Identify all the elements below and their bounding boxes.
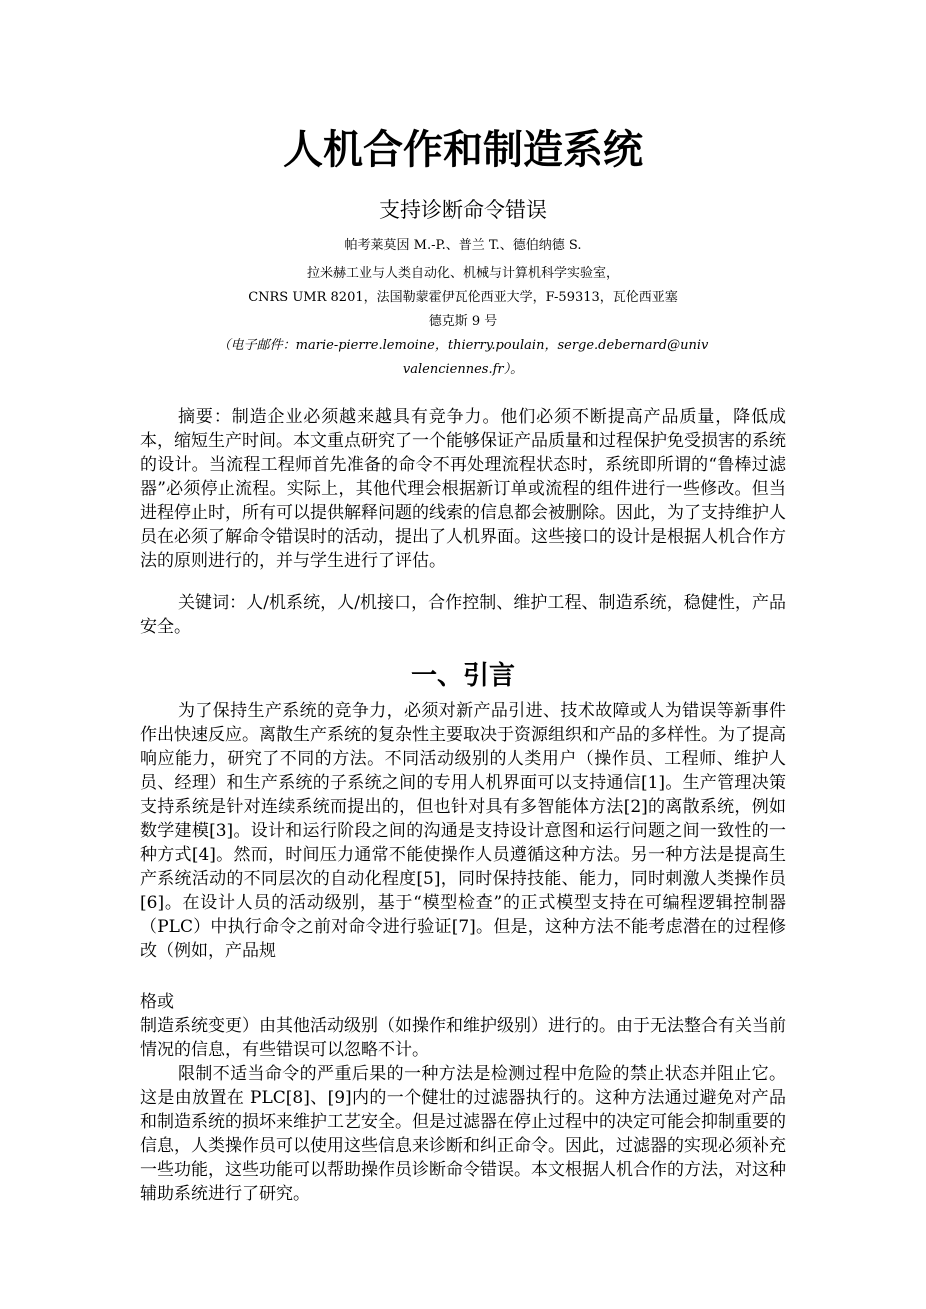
intro-paragraph-3: 限制不适当命令的严重后果的一种方法是检测过程中危险的禁止状态并阻止它。这是由放置在 PLC[8]、[9]内的一个健壮的过滤器执行的。这种方法通过避免对产品和制造系统的损坏来维护工艺安全。但是过滤器在停止过程中的决定可能会抑制重要的信息，人类操作员可以使用这些信息来诊断和纠正命令。因此，过滤器的实现必须补充一些功能，这些功能可以帮助操作员诊断命令错误。本文根据人机合作的方法，对这种辅助系统进行了研究。 [140,1064,786,1204]
paper-title: 人机合作和制造系统 [283,126,643,173]
keywords: 关键词：人/机系统，人/机接口，合作控制、维护工程、制造系统，稳健性，产品安全。 [140,593,786,637]
author-list: 帕考莱莫因 M.-P.、普兰 T.、德伯纳德 S. [344,238,582,253]
author-emails: （电子邮件：marie-pierre.lemoine，thierry.poulain，serge.debernard@univ [217,338,709,353]
affiliation-address: 德克斯 9 号 [428,314,498,329]
section-heading-introduction: 一、引言 [410,661,515,691]
paper-subtitle: 支持诊断命令错误 [379,198,547,222]
author-emails-continued: valenciennes.fr）。 [402,362,524,377]
affiliation-lab: 拉米赫工业与人类自动化、机械与计算机科学实验室， [306,266,619,281]
affiliation-university: CNRS UMR 8201，法国勒蒙霍伊瓦伦西亚大学，F-59313，瓦伦西亚塞 [248,290,678,305]
abstract: 摘要：制造企业必须越来越具有竞争力。他们必须不断提高产品质量，降低成本，缩短生产时间。本文重点研究了一个能够保证产品质量和过程保护免受损害的系统的设计。当流程工程师首先准备的命令不再处理流程状态时，系统即所谓的“鲁棒过滤器”必须停止流程。实际上，其他代理会根据新订单或流程的组件进行一些修改。但当进程停止时，所有可以提供解释问题的线索的信息都会被删除。因此，为了支持维护人员在必须了解命令错误时的活动，提出了人机界面。这些接口的设计是根据人机合作方法的原则进行的，并与学生进行了评估。 [140,407,786,571]
intro-paragraph-1-tail: 格或 [140,992,174,1012]
intro-paragraph-1: 为了保持生产系统的竞争力，必须对新产品引进、技术故障或人为错误等新事件作出快速反应。离散生产系统的复杂性主要取决于资源组织和产品的多样性。为了提高响应能力，研究了不同的方法。不同活动级别的人类用户（操作员、工程师、维护人员、经理）和生产系统的子系统之间的专用人机界面可以支持通信[1]。生产管理决策支持系统是针对连续系统而提出的，但也针对具有多智能体方法[2]的离散系统，例如数学建模[3]。设计和运行阶段之间的沟通是支持设计意图和运行问题之间一致性的一种方式[4]。然而，时间压力通常不能使操作人员遵循这种方法。另一种方法是提高生产系统活动的不同层次的自动化程度[5]，同时保持技能、能力，同时刺激人类操作员[6]。在设计人员的活动级别，基于“模型检查”的正式模型支持在可编程逻辑控制器（PLC）中执行命令之前对命令进行验证[7]。但是，这种方法不能考虑潜在的过程修改（例如，产品规 [140,701,786,961]
intro-paragraph-2: 制造系统变更）由其他活动级别（如操作和维护级别）进行的。由于无法整合有关当前情况的信息，有些错误可以忽略不计。 [140,1016,786,1060]
